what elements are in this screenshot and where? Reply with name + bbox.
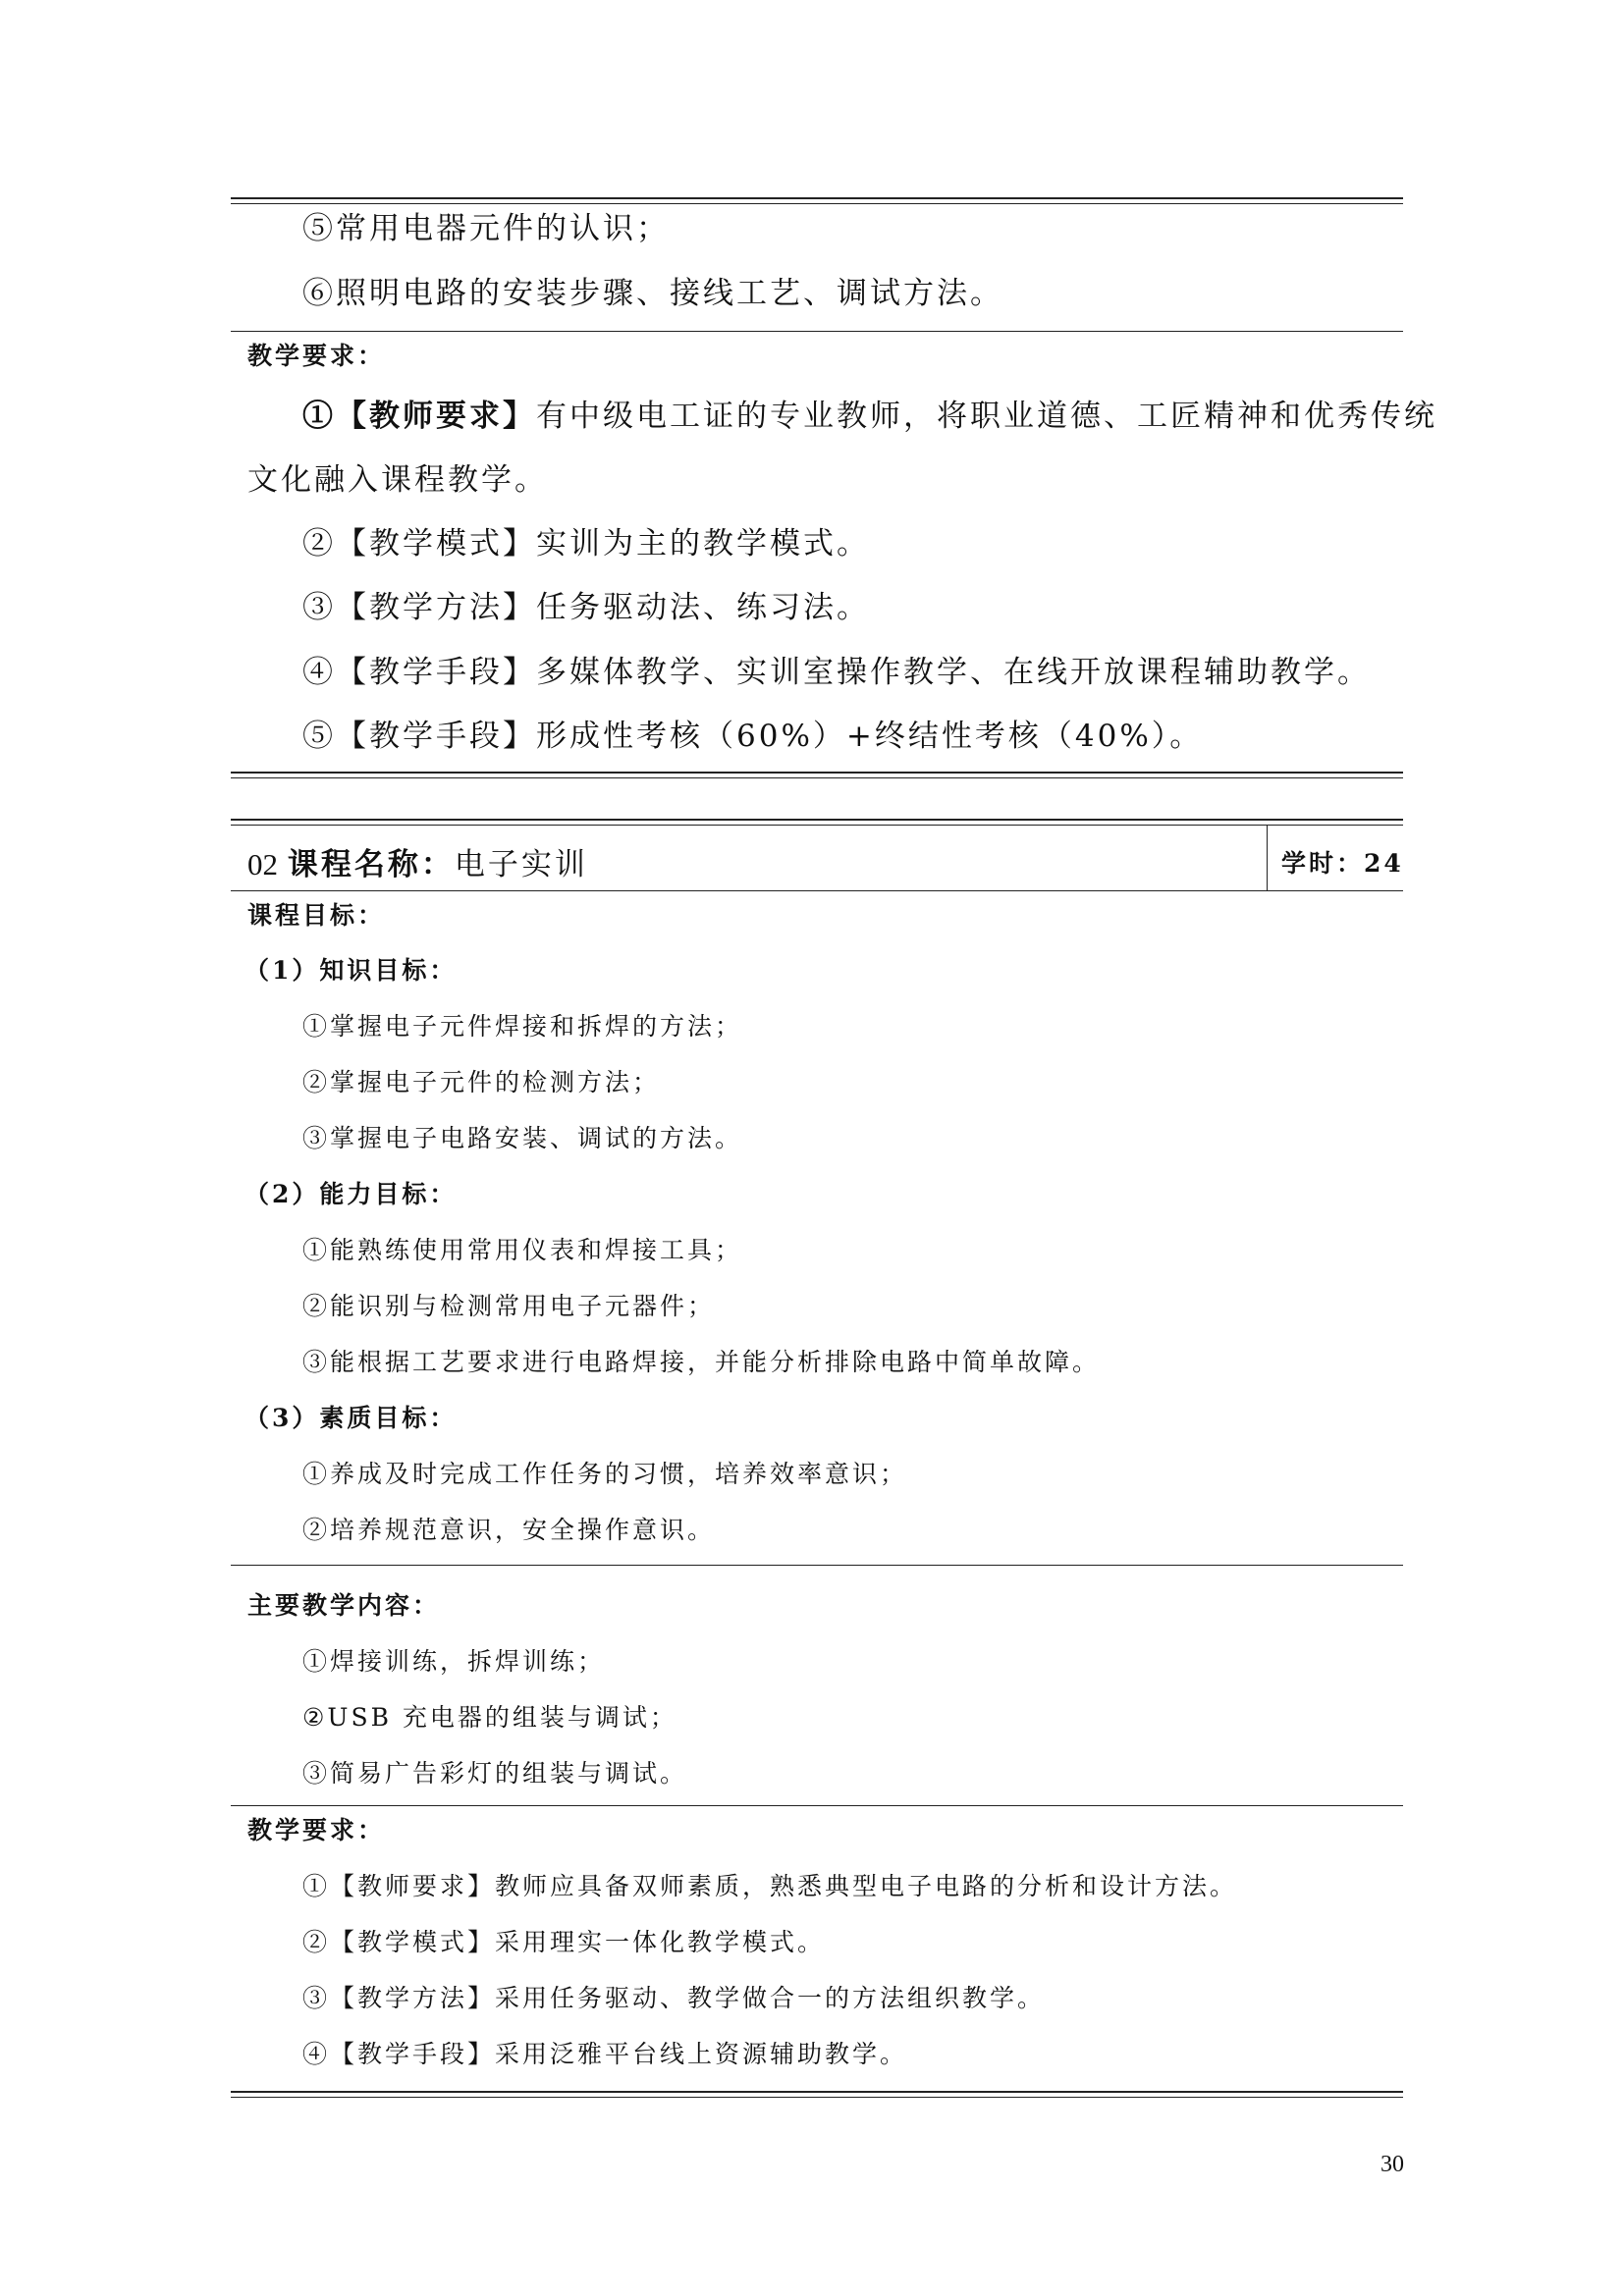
quality-item: ②培养规范意识，安全操作意识。 <box>302 1516 716 1544</box>
row-divider <box>231 1805 1403 1806</box>
content-item: ⑤常用电器元件的认识； <box>302 211 670 246</box>
requirement-item: ②【教学模式】采用理实一体化教学模式。 <box>302 1928 826 1956</box>
objectives-heading: 课程目标： <box>247 901 386 930</box>
knowledge-heading: （1）知识目标： <box>244 956 458 985</box>
requirements-heading: 教学要求： <box>247 1816 386 1844</box>
course-name: 电子实训 <box>454 847 588 882</box>
requirement-label: ①【教师要求】 <box>302 399 536 434</box>
requirements-heading: 教学要求： <box>247 342 386 370</box>
requirement-item-cont: 文化融入课程教学。 <box>247 462 548 498</box>
content-item: ③简易广告彩灯的组装与调试。 <box>302 1759 688 1788</box>
row-divider <box>231 331 1403 332</box>
course-title <box>247 839 588 883</box>
section-end-double-rule <box>231 772 1403 778</box>
content-heading: 主要教学内容： <box>247 1591 441 1620</box>
content-item: ②USB 充电器的组装与调试； <box>302 1703 677 1732</box>
content-item: ①焊接训练，拆焊训练； <box>302 1647 606 1676</box>
course-title-row <box>231 825 1403 891</box>
row-divider <box>231 1565 1403 1566</box>
course-name-label: 课程名称： <box>287 847 455 882</box>
requirement-item: ④【教学手段】采用泛雅平台线上资源辅助教学。 <box>302 2040 908 2068</box>
ability-item: ①能熟练使用常用仪表和焊接工具； <box>302 1236 743 1264</box>
ability-item: ③能根据工艺要求进行电路焊接，并能分析排除电路中简单故障。 <box>302 1348 1101 1376</box>
course-number: 02 <box>247 847 278 881</box>
requirement-item: ①【教师要求】教师应具备双师素质，熟悉典型电子电路的分析和设计方法。 <box>302 1872 1238 1900</box>
title-cell-divider <box>1267 825 1268 891</box>
ability-item: ②能识别与检测常用电子元器件； <box>302 1292 716 1320</box>
knowledge-item: ③掌握电子电路安装、调试的方法。 <box>302 1124 743 1152</box>
requirement-item: ②【教学模式】实训为主的教学模式。 <box>302 526 870 561</box>
quality-heading: （3）素质目标： <box>244 1404 458 1432</box>
page-number: 30 <box>1380 2152 1404 2177</box>
content-item: ⑥照明电路的安装步骤、接线工艺、调试方法。 <box>302 276 1003 311</box>
requirement-item: ⑤【教学手段】形成性考核（60%）+终结性考核（40%）。 <box>302 719 1204 754</box>
requirement-item: ④【教学手段】多媒体教学、实训室操作教学、在线开放课程辅助教学。 <box>302 655 1371 690</box>
knowledge-item: ②掌握电子元件的检测方法； <box>302 1068 661 1096</box>
requirement-item: ③【教学方法】任务驱动法、练习法。 <box>302 590 870 625</box>
requirement-item <box>302 391 1437 435</box>
course-hours: 学时：24 <box>1281 849 1404 878</box>
quality-item: ①养成及时完成工作任务的习惯，培养效率意识； <box>302 1460 908 1488</box>
row-divider <box>231 890 1403 891</box>
knowledge-item: ①掌握电子元件焊接和拆焊的方法； <box>302 1012 743 1041</box>
section-end-double-rule <box>231 2091 1403 2098</box>
requirement-item: ③【教学方法】采用任务驱动、教学做合一的方法组织教学。 <box>302 1984 1046 2012</box>
ability-heading: （2）能力目标： <box>244 1180 458 1208</box>
requirement-text: 有中级电工证的专业教师，将职业道德、工匠精神和优秀传统 <box>536 399 1437 434</box>
